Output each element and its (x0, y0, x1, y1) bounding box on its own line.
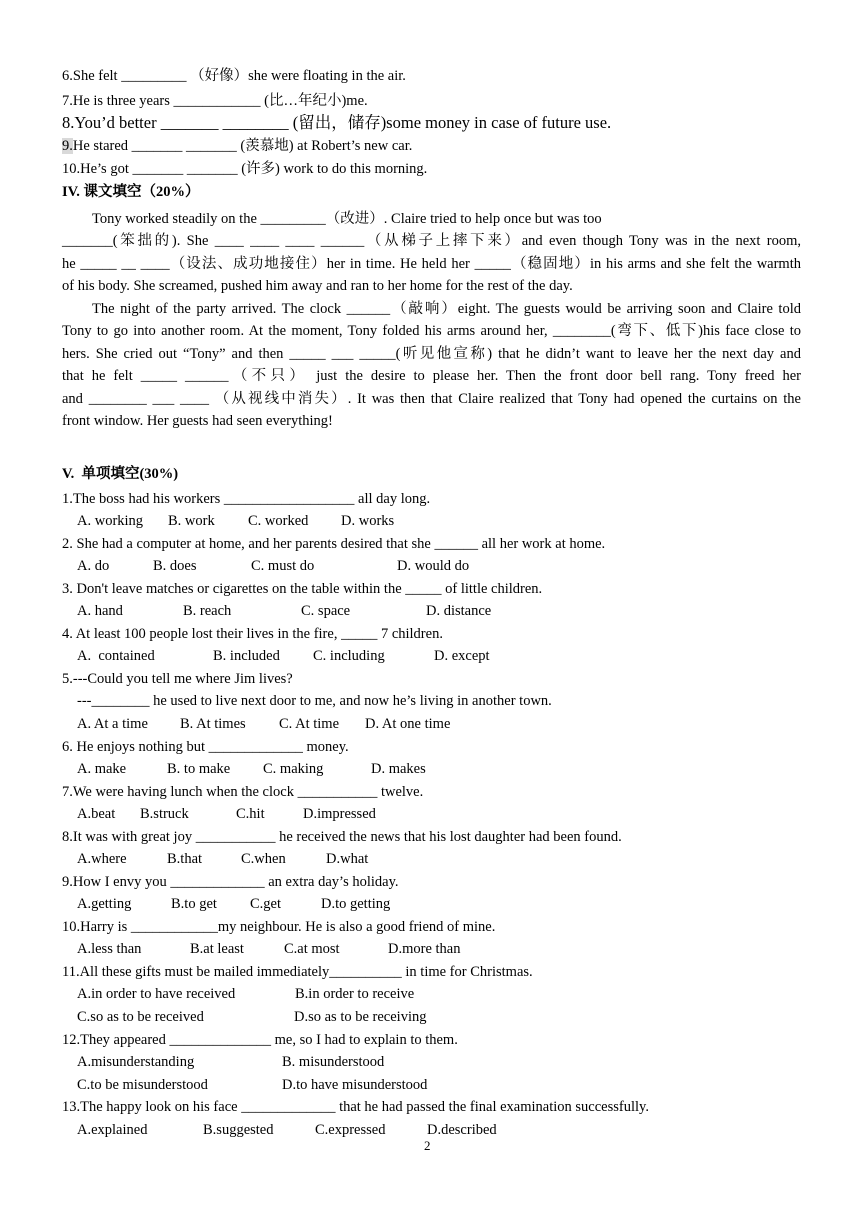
q10-option-b: B.at least (190, 941, 244, 957)
question-8: 8.It was with great joy ___________ he received the news that his lost daughter had been found. (62, 829, 622, 845)
q2-option-b: B. does (153, 558, 197, 574)
passage-line-9: and ________ ___ ____ （从视线中消失）. It was then that Claire realized that Tony had opened the curtains on the (62, 391, 801, 407)
q6-option-a: A. make (77, 761, 127, 777)
item-10: 10.He’s got _______ _______ (许多) work to do this morning. (62, 161, 428, 177)
q2-option-a: A. do (77, 558, 110, 574)
section5-heading: V. 单项填空(30%) (62, 466, 179, 482)
passage-line-6: Tony to go into another room. At the moment, Tony folded his arms around her, ________(弯下、低下)his face close to (62, 323, 801, 339)
q1-option-c: C. worked (248, 513, 309, 529)
q4-option-c: C. including (313, 648, 385, 664)
q12-option-d: D.to have misunderstood (282, 1077, 428, 1093)
q2-option-d: D. would do (397, 558, 470, 574)
question-5-reply: ---________ he used to live next door to me, and now he’s living in another town. (77, 693, 552, 709)
q3-option-c: C. space (301, 603, 351, 619)
q7-option-b: B.struck (140, 806, 189, 822)
q7-option-c: C.hit (236, 806, 265, 822)
passage-line-1: Tony worked steadily on the _________（改进）. Claire tried to help once but was too (92, 211, 602, 227)
passage-line-5: The night of the party arrived. The clock ______（敲响）eight. The guests would be arriving soon and Claire told (92, 301, 801, 317)
q5-option-b: B. At times (180, 716, 246, 732)
question-13: 13.The happy look on his face _____________ that he had passed the final examination successfully. (62, 1099, 649, 1115)
q6-option-c: C. making (263, 761, 324, 777)
q3-option-d: D. distance (426, 603, 492, 619)
q11-option-d: D.so as to be receiving (294, 1009, 427, 1025)
passage-line-3: he _____ __ ____（设法、成功地接住）her in time. He held her _____（稳固地）in his arms and she felt the warmth (62, 256, 801, 272)
item-6: 6.She felt _________ （好像）she were floating in the air. (62, 68, 406, 84)
question-6: 6. He enjoys nothing but _____________ money. (62, 739, 349, 755)
item-9: 9.He stared _______ _______ (羡慕地) at Robert’s new car. (62, 138, 413, 154)
q11-option-c: C.so as to be received (77, 1009, 204, 1025)
question-1: 1.The boss had his workers __________________ all day long. (62, 491, 431, 507)
q9-option-a: A.getting (77, 896, 132, 912)
question-9: 9.How I envy you _____________ an extra day’s holiday. (62, 874, 399, 890)
q8-option-a: A.where (77, 851, 127, 867)
question-4: 4. At least 100 people lost their lives in the fire, _____ 7 children. (62, 626, 443, 642)
q1-option-b: B. work (168, 513, 215, 529)
q8-option-b: B.that (167, 851, 203, 867)
q7-option-d: D.impressed (303, 806, 376, 822)
item-7: 7.He is three years ____________ (比…年纪小)me. (62, 93, 368, 109)
question-2: 2. She had a computer at home, and her parents desired that she ______ all her work at home. (62, 536, 606, 552)
q1-option-d: D. works (341, 513, 395, 529)
q4-option-d: D. except (434, 648, 490, 664)
question-3: 3. Don't leave matches or cigarettes on the table within the _____ of little children. (62, 581, 543, 597)
passage-line-4: of his body. She screamed, pushed him away and ran to her home for the rest of the day. (62, 278, 573, 294)
passage-line-2: _______(笨拙的). She ____ ____ ____ ______（从梯子上摔下来）and even though Tony was in the next room, (62, 233, 801, 249)
q11-option-b: B.in order to receive (295, 986, 415, 1002)
q3-option-b: B. reach (183, 603, 232, 619)
q1-option-a: A. working (77, 513, 144, 529)
passage-line-7: hers. She cried out “Tony” and then _____ ___ _____(听见他宣称) that he didn’t want to leave her the next day and (62, 346, 801, 362)
q9-option-c: C.get (250, 896, 282, 912)
q9-option-b: B.to get (171, 896, 217, 912)
page-number: 2 (424, 1138, 431, 1153)
q6-option-b: B. to make (167, 761, 231, 777)
q5-option-c: C. At time (279, 716, 340, 732)
q10-option-c: C.at most (284, 941, 340, 957)
passage-line-10: front window. Her guests had seen everything! (62, 413, 333, 429)
question-12: 12.They appeared ______________ me, so I had to explain to them. (62, 1032, 458, 1048)
q10-option-a: A.less than (77, 941, 142, 957)
question-11: 11.All these gifts must be mailed immediately__________ in time for Christmas. (62, 964, 533, 980)
q13-option-c: C.expressed (315, 1122, 386, 1138)
q13-option-d: D.described (427, 1122, 497, 1138)
q8-option-d: D.what (326, 851, 369, 867)
q4-option-a: A. contained (77, 648, 155, 664)
q10-option-d: D.more than (388, 941, 461, 957)
q11-option-a: A.in order to have received (77, 986, 236, 1002)
q12-option-c: C.to be misunderstood (77, 1077, 208, 1093)
item-8: 8.You’d better _______ ________ (留出，储存)some money in case of future use. (62, 113, 612, 132)
q6-option-d: D. makes (371, 761, 426, 777)
question-7: 7.We were having lunch when the clock ___________ twelve. (62, 784, 424, 800)
q5-option-d: D. At one time (365, 716, 451, 732)
q13-option-b: B.suggested (203, 1122, 274, 1138)
q9-option-d: D.to getting (321, 896, 391, 912)
q4-option-b: B. included (213, 648, 280, 664)
q7-option-a: A.beat (77, 806, 116, 822)
q3-option-a: A. hand (77, 603, 123, 619)
q5-option-a: A. At a time (77, 716, 148, 732)
passage-line-8: that he felt _____ ______（不只） just the desire to please her. Then the front door bell rang. Tony freed her (62, 368, 801, 384)
q8-option-c: C.when (241, 851, 286, 867)
q12-option-b: B. misunderstood (282, 1054, 385, 1070)
q13-option-a: A.explained (77, 1122, 148, 1138)
q12-option-a: A.misunderstanding (77, 1054, 195, 1070)
section4-heading: IV. 课文填空（20%） (62, 184, 200, 200)
question-10: 10.Harry is ____________my neighbour. He is also a good friend of mine. (62, 919, 496, 935)
question-5: 5.---Could you tell me where Jim lives? (62, 671, 293, 687)
q2-option-c: C. must do (251, 558, 315, 574)
